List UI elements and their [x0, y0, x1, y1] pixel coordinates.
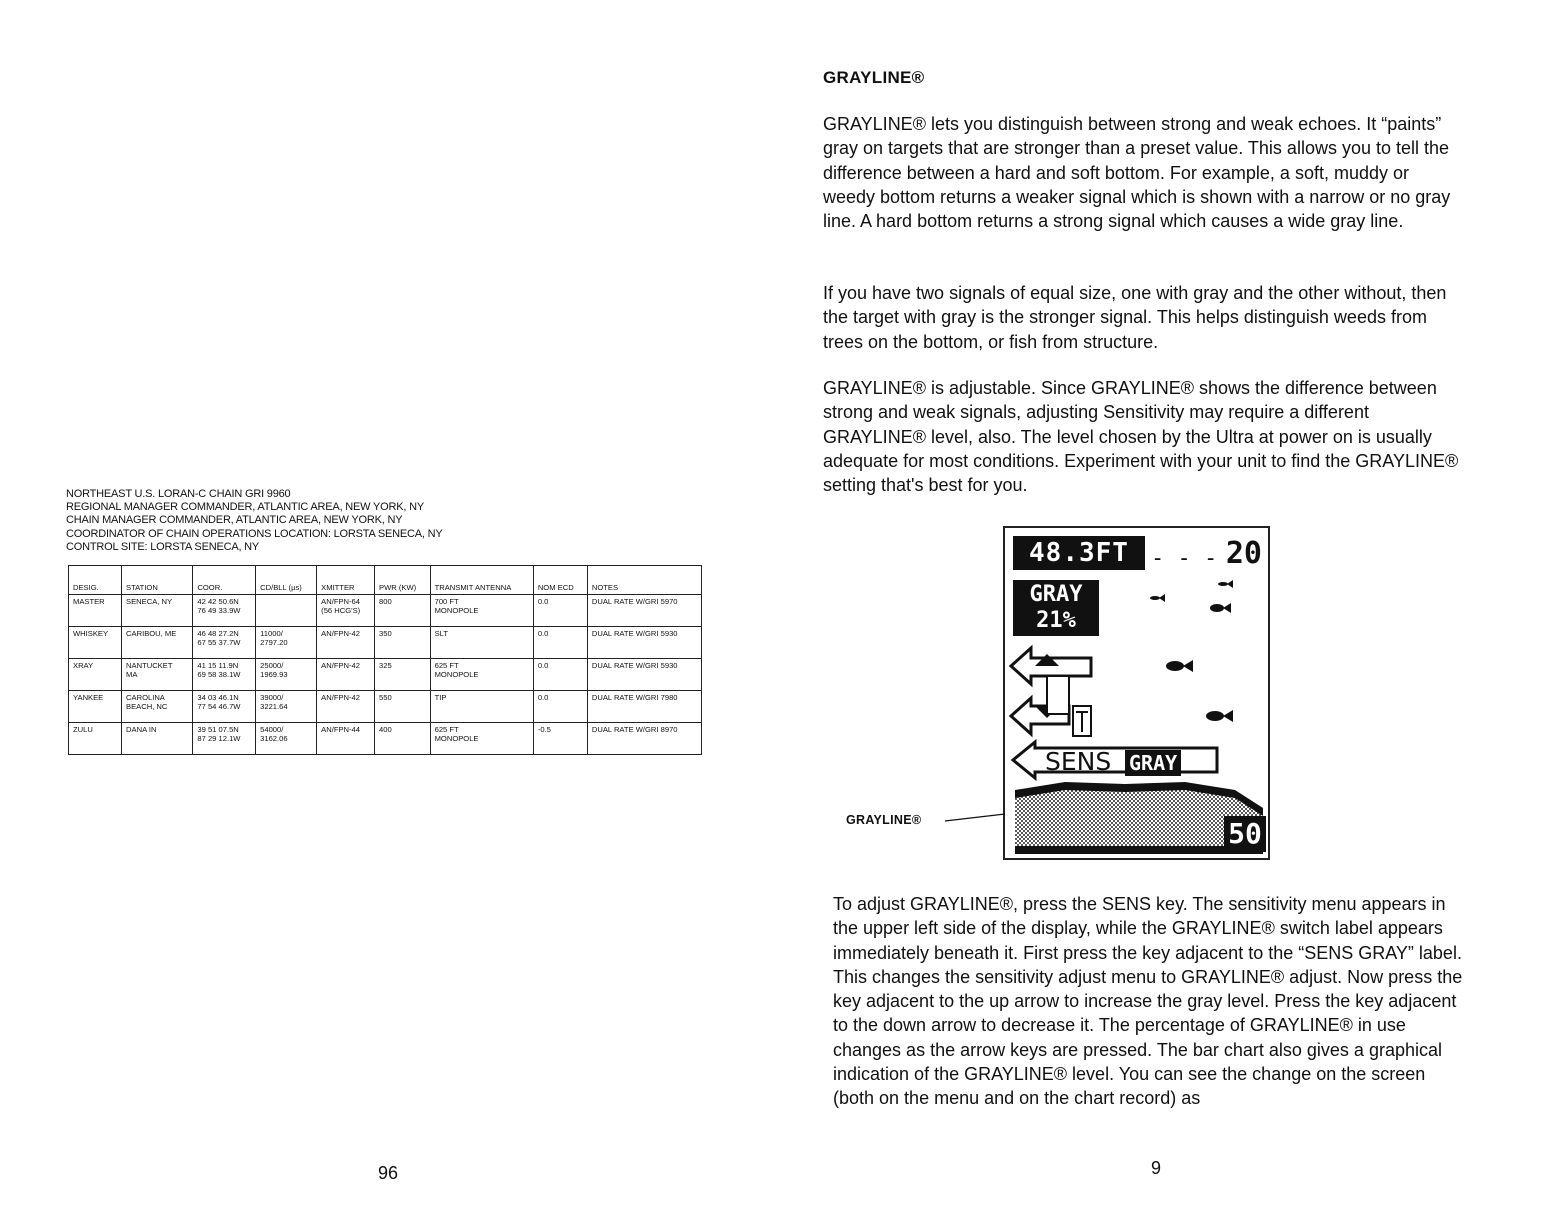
- table-cell: 700 FT MONOPOLE: [430, 595, 533, 627]
- table-cell: 41 15 11.9N 69 58 38.1W: [193, 659, 256, 691]
- table-cell: 550: [375, 691, 431, 723]
- sonar-display-illustration: [1003, 526, 1270, 860]
- header-line: CONTROL SITE: LORSTA SENECA, NY: [66, 540, 260, 553]
- table-row: [69, 723, 702, 755]
- table-cell: 0.0: [533, 691, 587, 723]
- column-header: COOR.: [193, 566, 256, 595]
- column-header: STATION: [122, 566, 193, 595]
- header-line: CHAIN MANAGER COMMANDER, ATLANTIC AREA, NEW YORK, NY: [66, 514, 403, 527]
- table-cell: ZULU: [69, 723, 122, 755]
- table-cell: 325: [375, 659, 431, 691]
- table-row: [69, 659, 702, 691]
- table-cell: [256, 595, 317, 627]
- column-header: NOTES: [587, 566, 701, 595]
- bottom-depth-scale: 50: [1224, 816, 1266, 852]
- table-cell: DUAL RATE W/GRI 5930: [587, 659, 701, 691]
- table-cell: 625 FT MONOPOLE: [430, 723, 533, 755]
- table-cell: 800: [375, 595, 431, 627]
- table-cell: WHISKEY: [69, 627, 122, 659]
- table-cell: 39000/ 3221.64: [256, 691, 317, 723]
- table-cell: DUAL RATE W/GRI 5970: [587, 595, 701, 627]
- table-cell: 0.0: [533, 595, 587, 627]
- table-header-row: [69, 566, 702, 595]
- table-cell: YANKEE: [69, 691, 122, 723]
- grayline-callout-label: GRAYLINE®: [846, 813, 922, 827]
- table-cell: AN/FPN-64 (56 HCG'S): [317, 595, 375, 627]
- gray-percent: 21%: [1036, 608, 1076, 633]
- loran-chain-header: [66, 488, 443, 554]
- table-cell: AN/FPN-42: [317, 659, 375, 691]
- column-header: XMITTER: [317, 566, 375, 595]
- column-header: CD/BLL (µs): [256, 566, 317, 595]
- depth-scale-dashes: - - -: [1151, 546, 1218, 571]
- column-header: DESIG.: [69, 566, 122, 595]
- depth-readout: 48.3FT: [1013, 536, 1145, 570]
- table-cell: 0.0: [533, 627, 587, 659]
- table-cell: 400: [375, 723, 431, 755]
- fish-icon: [1218, 580, 1233, 588]
- table-cell: AN/FPN-44: [317, 723, 375, 755]
- table-row: [69, 595, 702, 627]
- sens-label: SENS: [1045, 747, 1112, 776]
- table-cell: SENECA, NY: [122, 595, 193, 627]
- table-cell: 0.0: [533, 659, 587, 691]
- table-cell: 54000/ 3162.06: [256, 723, 317, 755]
- table-cell: DUAL RATE W/GRI 8970: [587, 723, 701, 755]
- header-line: NORTHEAST U.S. LORAN-C CHAIN GRI 9960: [66, 488, 291, 500]
- fish-icon: [1206, 710, 1233, 722]
- paragraph: To adjust GRAYLINE®, press the SENS key. The sensitivity menu appears in the upper left side of the display, while the GRAYLINE® switch label appears immediately beneath it. First press the key adjacent to the “SENS GRAY” label. This changes the sensitivity adjust menu to GRAYLINE® adjust. Now press the key adjacent to the up arrow to increase the gray level. Press the key adjacent to the down arrow to decrease it. The percentage of GRAYLINE® in use changes as the arrow keys are pressed. The bar chart also gives a graphical indication of the GRAYLINE® level. You can see the change on the screen (both on the menu and on the chart record) as: [833, 894, 1463, 1109]
- table-cell: XRAY: [69, 659, 122, 691]
- table-cell: 46 48 27.2N 67 55 37.7W: [193, 627, 256, 659]
- gray-bar-chart: [1047, 676, 1091, 736]
- page-number: 96: [378, 1163, 399, 1183]
- display-graphics: [1005, 528, 1268, 858]
- table-cell: 11000/ 2797.20: [256, 627, 317, 659]
- paragraph: If you have two signals of equal size, one with gray and the other without, then the target with gray is the stronger signal. This helps distinguish weeds from trees on the bottom, or fish from structure.: [823, 283, 1447, 352]
- sens-gray-label: GRAY: [1125, 750, 1181, 776]
- page-number: 9: [1151, 1158, 1162, 1178]
- section-heading: GRAYLINE®: [823, 68, 925, 87]
- header-line: COORDINATOR OF CHAIN OPERATIONS LOCATION: LORSTA SENECA, NY: [66, 527, 443, 540]
- table-cell: DUAL RATE W/GRI 7980: [587, 691, 701, 723]
- table-cell: DANA IN: [122, 723, 193, 755]
- table-cell: DUAL RATE W/GRI 5930: [587, 627, 701, 659]
- gray-menu: [1013, 580, 1099, 636]
- table-cell: 39 51 07.5N 87 29 12.1W: [193, 723, 256, 755]
- table-body: [69, 595, 702, 755]
- fish-icon: [1150, 594, 1165, 602]
- loran-station-table: [68, 565, 702, 755]
- paragraph: GRAYLINE® is adjustable. Since GRAYLINE® shows the difference between strong and weak signals, adjusting Sensitivity may require a different GRAYLINE® level, also. The level chosen by the Ultra at power on is usually adequate for most conditions. Experiment with your unit to find the GRAYLINE® setting that's best for you.: [823, 378, 1459, 496]
- fish-icon: [1210, 603, 1231, 613]
- table-cell: NANTUCKET MA: [122, 659, 193, 691]
- column-header: PWR (KW): [375, 566, 431, 595]
- table-cell: CARIBOU, ME: [122, 627, 193, 659]
- table-cell: AN/FPN-42: [317, 627, 375, 659]
- top-depth-scale: 20: [1225, 536, 1262, 571]
- gray-label: GRAY: [1029, 582, 1083, 607]
- table-cell: SLT: [430, 627, 533, 659]
- table-cell: AN/FPN-42: [317, 691, 375, 723]
- right-page: [783, 0, 1566, 1222]
- table-cell: MASTER: [69, 595, 122, 627]
- table-row: [69, 691, 702, 723]
- table-cell: TIP: [430, 691, 533, 723]
- paragraph: GRAYLINE® lets you distinguish between strong and weak echoes. It “paints” gray on targets that are stronger than a preset value. This allows you to tell the difference between a hard and soft bottom. For example, a soft, muddy or weedy bottom returns a weaker signal which is shown with a narrow or no gray line. A hard bottom returns a strong signal which causes a wide gray line.: [823, 114, 1451, 232]
- callout-leader-line: [943, 812, 1007, 824]
- column-header: NOM ECD: [533, 566, 587, 595]
- table-cell: 42 42 50.6N 76 49 33.9W: [193, 595, 256, 627]
- table-cell: 34 03 46.1N 77 54 46.7W: [193, 691, 256, 723]
- table-cell: 350: [375, 627, 431, 659]
- column-header: TRANSMIT ANTENNA: [430, 566, 533, 595]
- fish-icon: [1166, 660, 1193, 672]
- table-cell: -0.5: [533, 723, 587, 755]
- table-cell: 625 FT MONOPOLE: [430, 659, 533, 691]
- table-cell: CAROLINA BEACH, NC: [122, 691, 193, 723]
- sens-arrow-icon: [1013, 742, 1217, 778]
- table-cell: 25000/ 1969.93: [256, 659, 317, 691]
- header-line: REGIONAL MANAGER COMMANDER, ATLANTIC AREA, NEW YORK, NY: [66, 501, 424, 514]
- table-row: [69, 627, 702, 659]
